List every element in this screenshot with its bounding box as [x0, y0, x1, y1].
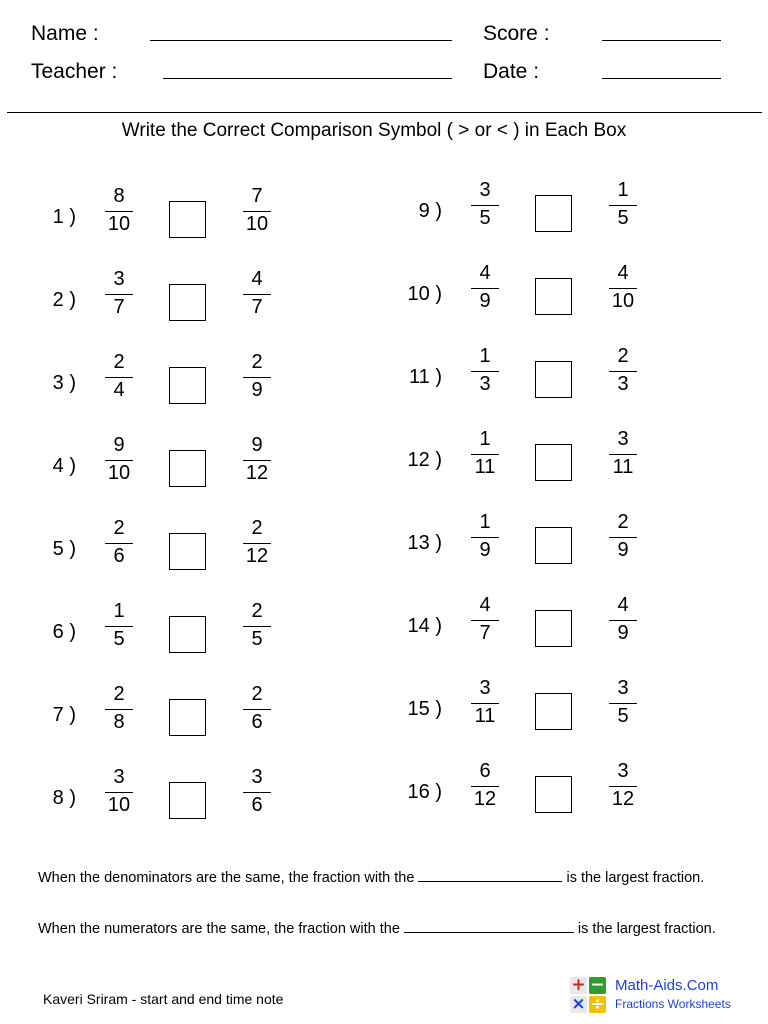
logo-subtitle: Fractions Worksheets: [615, 997, 731, 1011]
right-numerator: 2: [251, 600, 263, 622]
problem-number: 15 ): [407, 698, 442, 720]
left-fraction: [465, 179, 505, 233]
left-fraction: [99, 185, 139, 239]
answer-box[interactable]: [535, 195, 572, 232]
right-fraction: [237, 766, 277, 820]
right-fraction: [237, 600, 277, 654]
right-denominator: 7: [251, 296, 263, 318]
math-aids-logo[interactable]: [570, 977, 740, 1015]
left-denominator: 12: [473, 788, 497, 810]
instructions: Write the Correct Comparison Symbol ( > or < ) in Each Box: [121, 120, 627, 141]
left-numerator: 6: [479, 760, 491, 782]
right-fraction: [237, 434, 277, 488]
score-label: Score :: [483, 22, 550, 45]
left-denominator: 6: [113, 545, 125, 567]
right-denominator: 10: [611, 290, 635, 312]
left-numerator: 3: [479, 677, 491, 699]
question-1-blank[interactable]: [418, 869, 562, 882]
problem-number: 7 ): [52, 704, 76, 726]
problem-number: 11 ): [409, 366, 442, 388]
problem-item: [366, 677, 666, 741]
answer-box[interactable]: [535, 693, 572, 730]
right-denominator: 5: [251, 628, 263, 650]
right-fraction: [603, 262, 643, 316]
left-fraction: [465, 511, 505, 565]
right-numerator: 2: [617, 345, 629, 367]
right-denominator: 9: [617, 539, 629, 561]
right-numerator: 2: [251, 683, 263, 705]
left-fraction: [465, 760, 505, 814]
problem-item: [366, 179, 666, 243]
operations-logo-icon: [570, 977, 607, 1014]
left-numerator: 2: [113, 683, 125, 705]
question-2-text-before: When the numerators are the same, the fraction with the: [38, 921, 404, 937]
left-numerator: 3: [479, 179, 491, 201]
left-denominator: 8: [113, 711, 125, 733]
answer-box[interactable]: [535, 278, 572, 315]
answer-box[interactable]: [169, 699, 206, 736]
left-denominator: 11: [474, 456, 496, 478]
problem-item: [366, 428, 666, 492]
problem-number: 10 ): [407, 283, 442, 305]
right-denominator: 10: [245, 213, 269, 235]
problem-item: [366, 262, 666, 326]
right-denominator: 5: [617, 207, 629, 229]
right-numerator: 2: [617, 511, 629, 533]
problem-item: [366, 594, 666, 658]
right-numerator: 9: [251, 434, 263, 456]
divide-icon: ÷: [590, 994, 605, 1014]
left-numerator: 1: [113, 600, 125, 622]
right-denominator: 6: [251, 794, 263, 816]
answer-box[interactable]: [535, 444, 572, 481]
left-numerator: 9: [113, 434, 125, 456]
problem-number: 5 ): [52, 538, 76, 560]
right-numerator: 3: [617, 677, 629, 699]
right-numerator: 3: [251, 766, 263, 788]
problem-item: [0, 517, 300, 581]
problem-item: [0, 600, 300, 664]
right-fraction: [603, 345, 643, 399]
left-fraction: [99, 351, 139, 405]
score-field[interactable]: [602, 40, 721, 41]
date-field[interactable]: [602, 78, 721, 79]
author-note: Kaveri Sriram - start and end time note: [43, 991, 284, 1007]
right-denominator: 12: [245, 462, 269, 484]
question-numerators: [38, 920, 716, 938]
left-fraction: [99, 268, 139, 322]
right-numerator: 4: [617, 594, 629, 616]
right-denominator: 9: [251, 379, 263, 401]
answer-box[interactable]: [169, 616, 206, 653]
right-fraction: [603, 677, 643, 731]
problem-item: [0, 766, 300, 830]
answer-box[interactable]: [169, 782, 206, 819]
problem-number: 1 ): [52, 206, 76, 228]
left-fraction: [99, 434, 139, 488]
right-denominator: 3: [617, 373, 629, 395]
left-fraction: [465, 594, 505, 648]
teacher-field[interactable]: [163, 78, 452, 79]
question-1-text-after: is the largest fraction.: [562, 870, 705, 886]
right-numerator: 1: [617, 179, 629, 201]
left-denominator: 10: [107, 462, 131, 484]
problem-item: [0, 683, 300, 747]
right-denominator: 5: [617, 705, 629, 727]
problem-number: 3 ): [52, 372, 76, 394]
right-numerator: 2: [251, 517, 263, 539]
name-label: Name :: [31, 22, 99, 45]
right-fraction: [237, 517, 277, 571]
teacher-label: Teacher :: [31, 60, 118, 83]
right-fraction: [603, 428, 643, 482]
name-field[interactable]: [150, 40, 452, 41]
answer-box[interactable]: [535, 527, 572, 564]
question-denominators: [38, 869, 704, 887]
right-fraction: [603, 594, 643, 648]
left-numerator: 2: [113, 351, 125, 373]
right-fraction: [603, 511, 643, 565]
right-numerator: 4: [251, 268, 263, 290]
left-numerator: 4: [479, 262, 491, 284]
minus-icon: −: [590, 975, 605, 995]
answer-box[interactable]: [535, 776, 572, 813]
left-numerator: 1: [479, 345, 491, 367]
problem-number: 8 ): [52, 787, 76, 809]
left-numerator: 1: [479, 511, 491, 533]
question-1-text-before: When the denominators are the same, the fraction with the: [38, 870, 419, 886]
left-denominator: 4: [113, 379, 125, 401]
right-fraction: [237, 351, 277, 405]
right-denominator: 12: [245, 545, 269, 567]
problem-number: 6 ): [52, 621, 76, 643]
left-fraction: [99, 517, 139, 571]
left-numerator: 4: [479, 594, 491, 616]
problem-item: [0, 185, 300, 249]
multiply-icon: ×: [571, 994, 586, 1014]
problem-number: 9 ): [418, 200, 442, 222]
left-denominator: 3: [479, 373, 491, 395]
answer-box[interactable]: [169, 284, 206, 321]
left-denominator: 10: [107, 213, 131, 235]
question-2-blank[interactable]: [404, 920, 574, 933]
problem-item: [366, 760, 666, 824]
right-numerator: 3: [617, 428, 629, 450]
right-numerator: 3: [617, 760, 629, 782]
logo-title: Math-Aids.Com: [615, 977, 719, 994]
right-fraction: [603, 179, 643, 233]
left-denominator: 9: [479, 290, 491, 312]
problem-number: 13 ): [407, 532, 442, 554]
question-2-text-after: is the largest fraction.: [573, 921, 716, 937]
answer-box[interactable]: [169, 450, 206, 487]
problem-number: 16 ): [407, 781, 442, 803]
left-fraction: [465, 428, 505, 482]
problem-number: 14 ): [407, 615, 442, 637]
plus-icon: +: [571, 975, 586, 995]
right-numerator: 7: [251, 185, 263, 207]
right-denominator: 12: [611, 788, 635, 810]
problem-number: 4 ): [52, 455, 76, 477]
left-denominator: 7: [479, 622, 491, 644]
right-fraction: [237, 268, 277, 322]
answer-box[interactable]: [169, 201, 206, 238]
right-numerator: 4: [617, 262, 629, 284]
left-denominator: 11: [474, 705, 496, 727]
right-denominator: 6: [251, 711, 263, 733]
right-fraction: [603, 760, 643, 814]
problem-number: 2 ): [52, 289, 76, 311]
left-numerator: 3: [113, 766, 125, 788]
answer-box[interactable]: [169, 533, 206, 570]
right-fraction: [237, 185, 277, 239]
left-numerator: 2: [113, 517, 125, 539]
left-numerator: 8: [113, 185, 125, 207]
right-denominator: 11: [612, 456, 634, 478]
problem-number: 12 ): [407, 449, 442, 471]
date-label: Date :: [483, 60, 540, 83]
left-fraction: [465, 345, 505, 399]
left-numerator: 3: [113, 268, 125, 290]
problem-item: [366, 345, 666, 409]
left-denominator: 5: [113, 628, 125, 650]
left-fraction: [465, 262, 505, 316]
left-fraction: [99, 683, 139, 737]
right-numerator: 2: [251, 351, 263, 373]
problem-item: [366, 511, 666, 575]
left-denominator: 9: [479, 539, 491, 561]
left-denominator: 10: [107, 794, 131, 816]
answer-box[interactable]: [535, 361, 572, 398]
left-denominator: 7: [113, 296, 125, 318]
left-fraction: [99, 600, 139, 654]
left-fraction: [465, 677, 505, 731]
problem-item: [0, 268, 300, 332]
problem-item: [0, 434, 300, 498]
right-denominator: 9: [617, 622, 629, 644]
problem-item: [0, 351, 300, 415]
left-denominator: 5: [479, 207, 491, 229]
right-fraction: [237, 683, 277, 737]
answer-box[interactable]: [169, 367, 206, 404]
left-numerator: 1: [479, 428, 491, 450]
header-divider: [7, 112, 762, 113]
left-fraction: [99, 766, 139, 820]
answer-box[interactable]: [535, 610, 572, 647]
